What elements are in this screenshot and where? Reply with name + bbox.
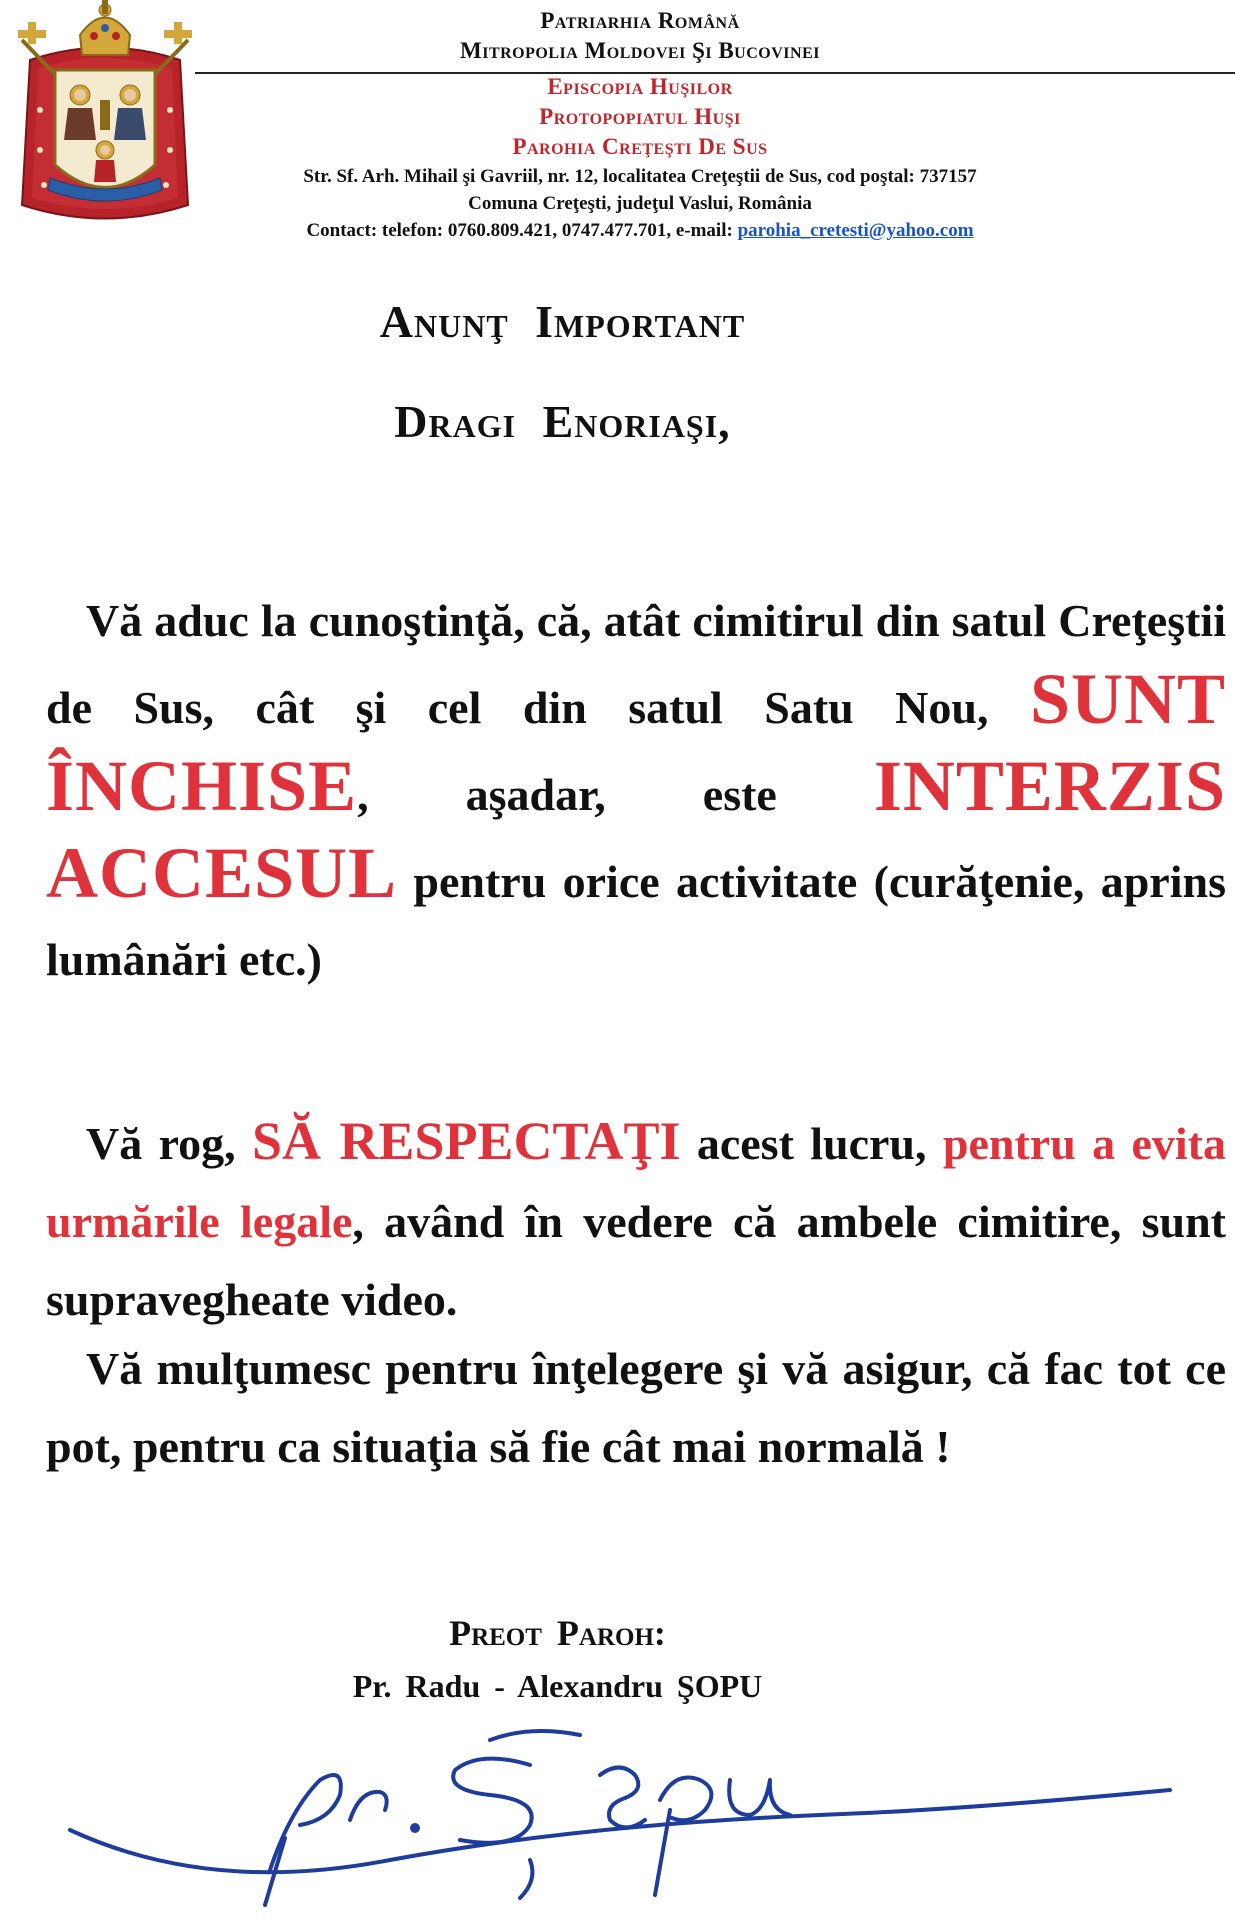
- closure-text-1: Vă aduc la cunoştinţă, că, atât cimitirul din satul Creţeştii de Sus, cât şi cel din satul Satu Nou,: [46, 595, 1226, 733]
- legal-consequences-highlight: pentru a evita urmările legale: [46, 1118, 1226, 1247]
- episcopia-heading: Episcopia Huşilor: [547, 74, 733, 99]
- protopopiat-heading: Protopopiatul Huşi: [539, 104, 741, 129]
- closure-paragraph: [46, 582, 1226, 999]
- coat-of-arms-icon: [10, 0, 200, 245]
- handwritten-signature: [60, 1720, 1180, 1910]
- respect-highlight: SĂ RESPECTAŢI: [252, 1111, 681, 1171]
- parohia-heading: Parohia Creţeşti De Sus: [512, 134, 768, 159]
- respect-text-1: Vă rog,: [86, 1118, 253, 1169]
- respect-text-3: , având în vedere că ambele cimitire, sunt supravegheate video.: [46, 1196, 1226, 1325]
- priest-name: Pr. Radu - Alexandru ŞOPU: [352, 1668, 763, 1704]
- contact-text: Contact: telefon: 0760.809.421, 0747.477.701, e-mail:: [306, 220, 738, 241]
- respect-text-2: acest lucru,: [680, 1118, 943, 1169]
- priest-role: Preot Paroh:: [449, 1613, 666, 1653]
- closed-highlight: SUNT ÎNCHISE: [46, 659, 1226, 826]
- respect-paragraph: [46, 1102, 1226, 1339]
- greeting-title: Dragi Enoriaşi,: [394, 396, 731, 447]
- closure-text-2: , aşadar, este: [357, 769, 874, 820]
- email-link[interactable]: parohia_cretesti@yahoo.com: [737, 220, 974, 241]
- access-forbidden-highlight: INTERZIS ACCESUL: [46, 746, 1226, 913]
- address-line: Str. Sf. Arh. Mihail şi Gavriil, nr. 12, localitatea Creţeştii de Sus, cod poştal: 737157: [303, 166, 977, 187]
- contact-line: [200, 220, 1080, 242]
- closure-text-3: pentru orice activitate (curăţenie, aprins lumânări etc.): [46, 856, 1226, 985]
- patriarhia-heading: Patriarhia Română: [540, 8, 740, 33]
- commune-line: Comuna Creţeşti, judeţul Vaslui, România: [468, 193, 812, 214]
- announcement-title: Anunţ Important: [379, 296, 746, 347]
- mitropolia-heading: Mitropolia Moldovei Şi Bucovinei: [460, 38, 820, 63]
- thanks-paragraph: Vă mulţumesc pentru înţelegere şi vă asigur, că fac tot ce pot, pentru ca situaţia să fie cât mai normală !: [46, 1343, 1226, 1472]
